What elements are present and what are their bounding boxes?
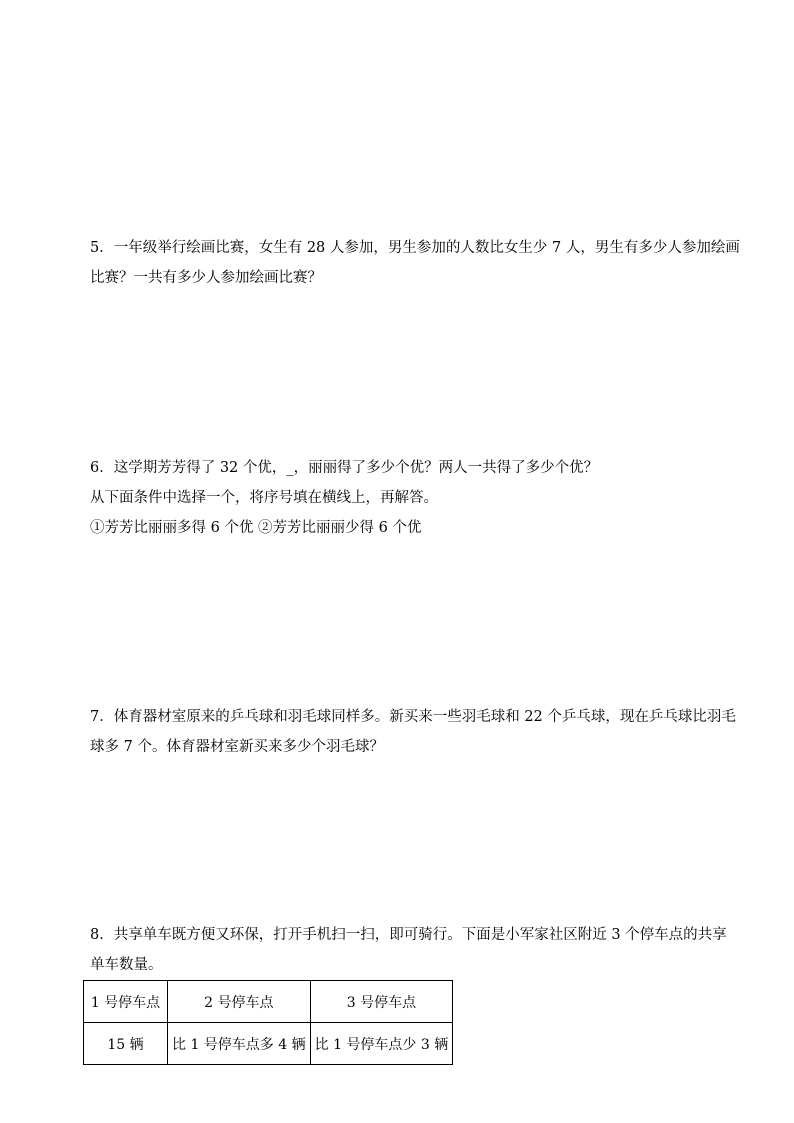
value-station-2: 比 1 号停车点多 4 辆	[168, 1023, 311, 1065]
value-station-1: 15 辆	[84, 1023, 168, 1065]
question-7-line-2: 球多 7 个。体育器材室新买来多少个羽毛球？	[90, 739, 384, 755]
question-5	[90, 233, 740, 293]
parking-table	[83, 980, 453, 1065]
question-8	[90, 920, 727, 980]
question-6-line-1: 6．这学期芳芳得了 32 个优，_，丽丽得了多少个优？两人一共得了多少个优？	[90, 460, 599, 476]
question-5-line-1: 5．一年级举行绘画比赛，女生有 28 人参加，男生参加的人数比女生少 7 人，男生有多少人参加绘画	[90, 240, 740, 256]
question-5-line-2: 比赛？一共有多少人参加绘画比赛？	[90, 270, 322, 286]
question-8-line-1: 8．共享单车既方便又环保，打开手机扫一扫，即可骑行。下面是小军家社区附近 3 个停车点的共享	[90, 927, 727, 943]
value-station-3: 比 1 号停车点少 3 辆	[310, 1023, 453, 1065]
question-7-line-1: 7．体育器材室原来的乒乓球和羽毛球同样多。新买来一些羽毛球和 22 个乒乓球，现在乒乓球比羽毛	[90, 709, 736, 725]
header-station-1: 1 号停车点	[84, 981, 168, 1023]
parking-table-header-row	[84, 981, 453, 1023]
question-6	[90, 453, 710, 543]
header-station-3: 3 号停车点	[310, 981, 453, 1023]
header-station-2: 2 号停车点	[168, 981, 311, 1023]
question-6-instruction: 从下面条件中选择一个，将序号填在横线上，再解答。	[90, 490, 438, 506]
parking-table-value-row	[84, 1023, 453, 1065]
question-8-line-2: 单车数量。	[90, 957, 163, 973]
question-7	[90, 702, 736, 762]
question-6-options: ①芳芳比丽丽多得 6 个优 ②芳芳比丽丽少得 6 个优	[90, 520, 422, 536]
